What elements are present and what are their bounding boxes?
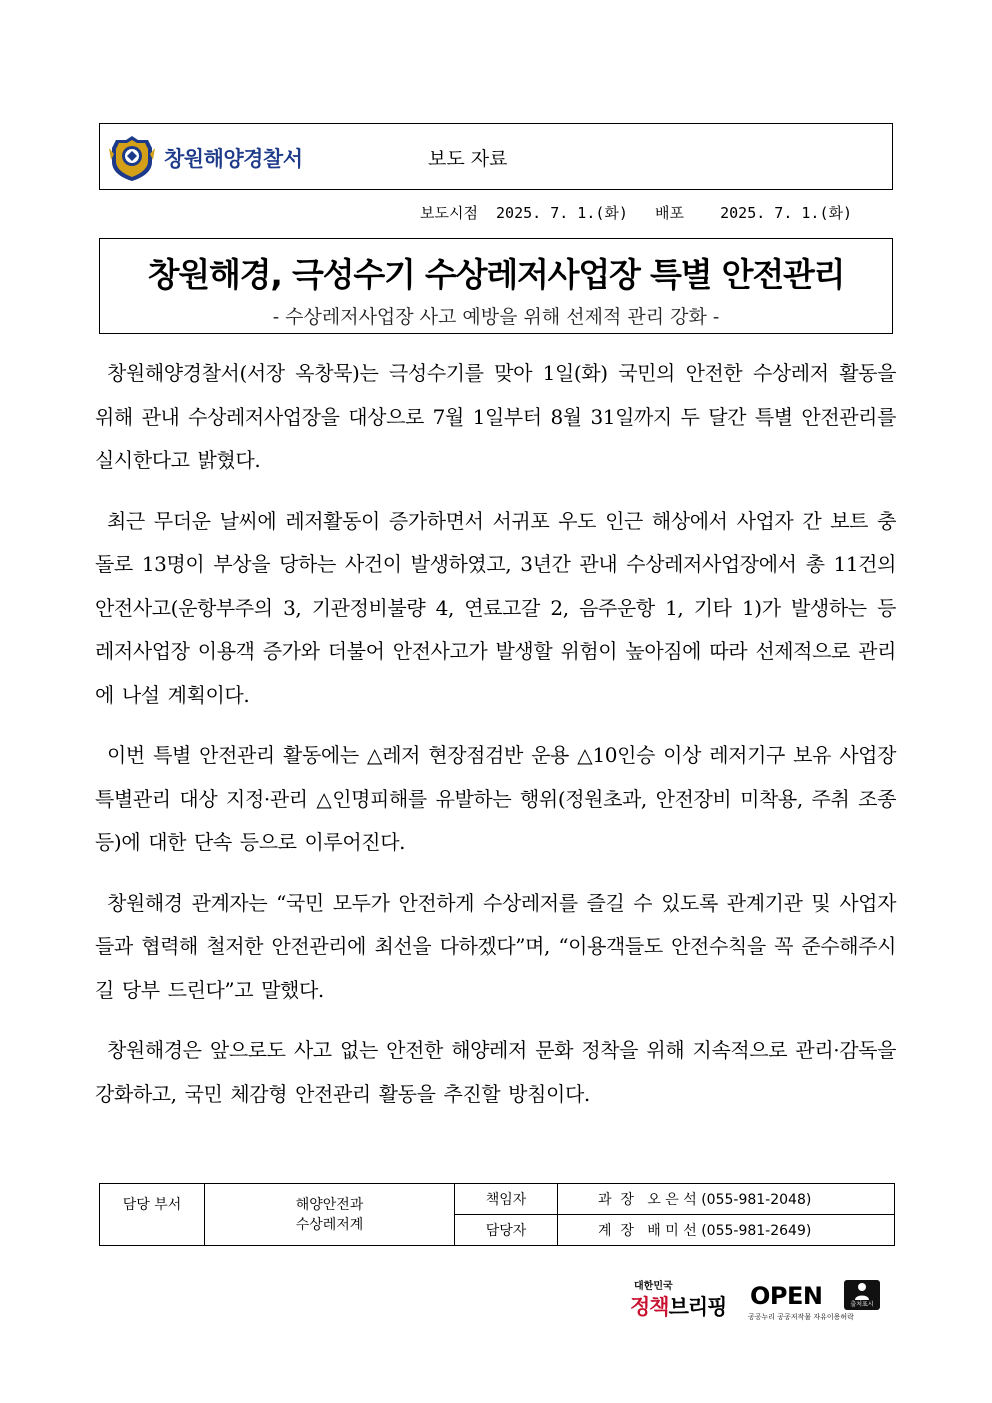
distribution-label: 배포 bbox=[655, 204, 684, 222]
headline-box bbox=[99, 238, 893, 334]
briefing-small-text: 대한민국 bbox=[634, 1281, 673, 1292]
paragraph: 이번 특별 안전관리 활동에는 △레저 현장점검반 운용 △10인승 이상 레저기구 보유 사업장 특별관리 대상 지정·관리 △인명피해를 유발하는 행위(정원초과, 안전장비 미착용, 주취 조종 등)에 대한 단속 등으로 이루어진다. bbox=[95, 743, 896, 854]
open-icon-caption: 출처표시 bbox=[850, 1301, 874, 1308]
headline-subtitle: - 수상레저사업장 사고 예방을 위해 선제적 관리 강화 - bbox=[272, 306, 720, 328]
paragraph: 최근 무더운 날씨에 레저활동이 증가하면서 서귀포 우도 인근 해상에서 사업자 간 보트 충돌로 13명이 부상을 당하는 사건이 발생하였고, 3년간 관내 수상레저사업장에서 총 11건의 안전사고(운항부주의 3, 기관정비불량 4, 연료고갈 2, 음주운항 1, 기타 1)가 발생하는 등 레저사업장 이용객 증가와 더불어 안전사고가 발생할 위험이 높아짐에 따라 선제적으로 관리에 나설 계획이다. bbox=[95, 508, 896, 707]
briefing-part1: 정책 bbox=[630, 1295, 669, 1319]
release-date: 2025. 7. 1.(화) bbox=[496, 204, 628, 222]
role-label: 책임자 bbox=[455, 1184, 558, 1215]
dept-line: 수상레저계 bbox=[295, 1216, 364, 1233]
headline-title: 창원해경, 극성수기 수상레저사업장 특별 안전관리 bbox=[147, 255, 845, 294]
contact-table bbox=[99, 1183, 895, 1246]
dept-line: 해양안전과 bbox=[295, 1196, 364, 1213]
release-label: 보도시점 bbox=[420, 204, 478, 222]
attribution-person-icon bbox=[844, 1280, 880, 1310]
open-label: OPEN bbox=[750, 1282, 823, 1310]
contact-person: 계 장 배 미 선 (055-981-2649) bbox=[558, 1215, 895, 1246]
table-row bbox=[100, 1184, 895, 1215]
contact-person: 과 장 오 은 석 (055-981-2048) bbox=[558, 1184, 895, 1215]
paragraph: 창원해경 관계자는 “국민 모두가 안전하게 수상레저를 즐길 수 있도록 관계기관 및 사업자들과 협력해 철저한 안전관리에 최선을 다하겠다”며, “이용객들도 안전수칙을 꼭 준수해주시길 당부 드린다”고 말했다. bbox=[95, 890, 896, 1002]
paragraph: 창원해경은 앞으로도 사고 없는 안전한 해양레저 문화 정착을 위해 지속적으로 관리·감독을 강화하고, 국민 체감형 안전관리 활동을 추진할 방침이다. bbox=[95, 1038, 896, 1106]
header-box bbox=[99, 123, 893, 190]
document-type: 보도 자료 bbox=[428, 148, 508, 170]
coast-guard-emblem-icon bbox=[108, 134, 156, 182]
kogl-open-badge bbox=[744, 1279, 884, 1325]
open-caption: 공공누리 공공저작물 자유이용허락 bbox=[748, 1313, 854, 1321]
dept-name bbox=[205, 1184, 455, 1246]
distribution-date: 2025. 7. 1.(화) bbox=[720, 204, 853, 222]
briefing-part2: 브리핑 bbox=[668, 1295, 727, 1319]
policy-briefing-logo bbox=[630, 1291, 726, 1321]
role-label: 담당자 bbox=[455, 1215, 558, 1246]
branding-area bbox=[630, 1277, 892, 1327]
article-body bbox=[95, 352, 896, 1133]
dept-label: 담당 부서 bbox=[100, 1184, 205, 1246]
org-name: 창원해양경찰서 bbox=[164, 147, 303, 171]
release-info bbox=[420, 202, 852, 223]
paragraph: 창원해양경찰서(서장 옥창묵)는 극성수기를 맞아 1일(화) 국민의 안전한 수상레저 활동을 위해 관내 수상레저사업장을 대상으로 7월 1일부터 8월 31일까지 두 달간 특별 안전관리를 실시한다고 밝혔다. bbox=[95, 361, 896, 472]
